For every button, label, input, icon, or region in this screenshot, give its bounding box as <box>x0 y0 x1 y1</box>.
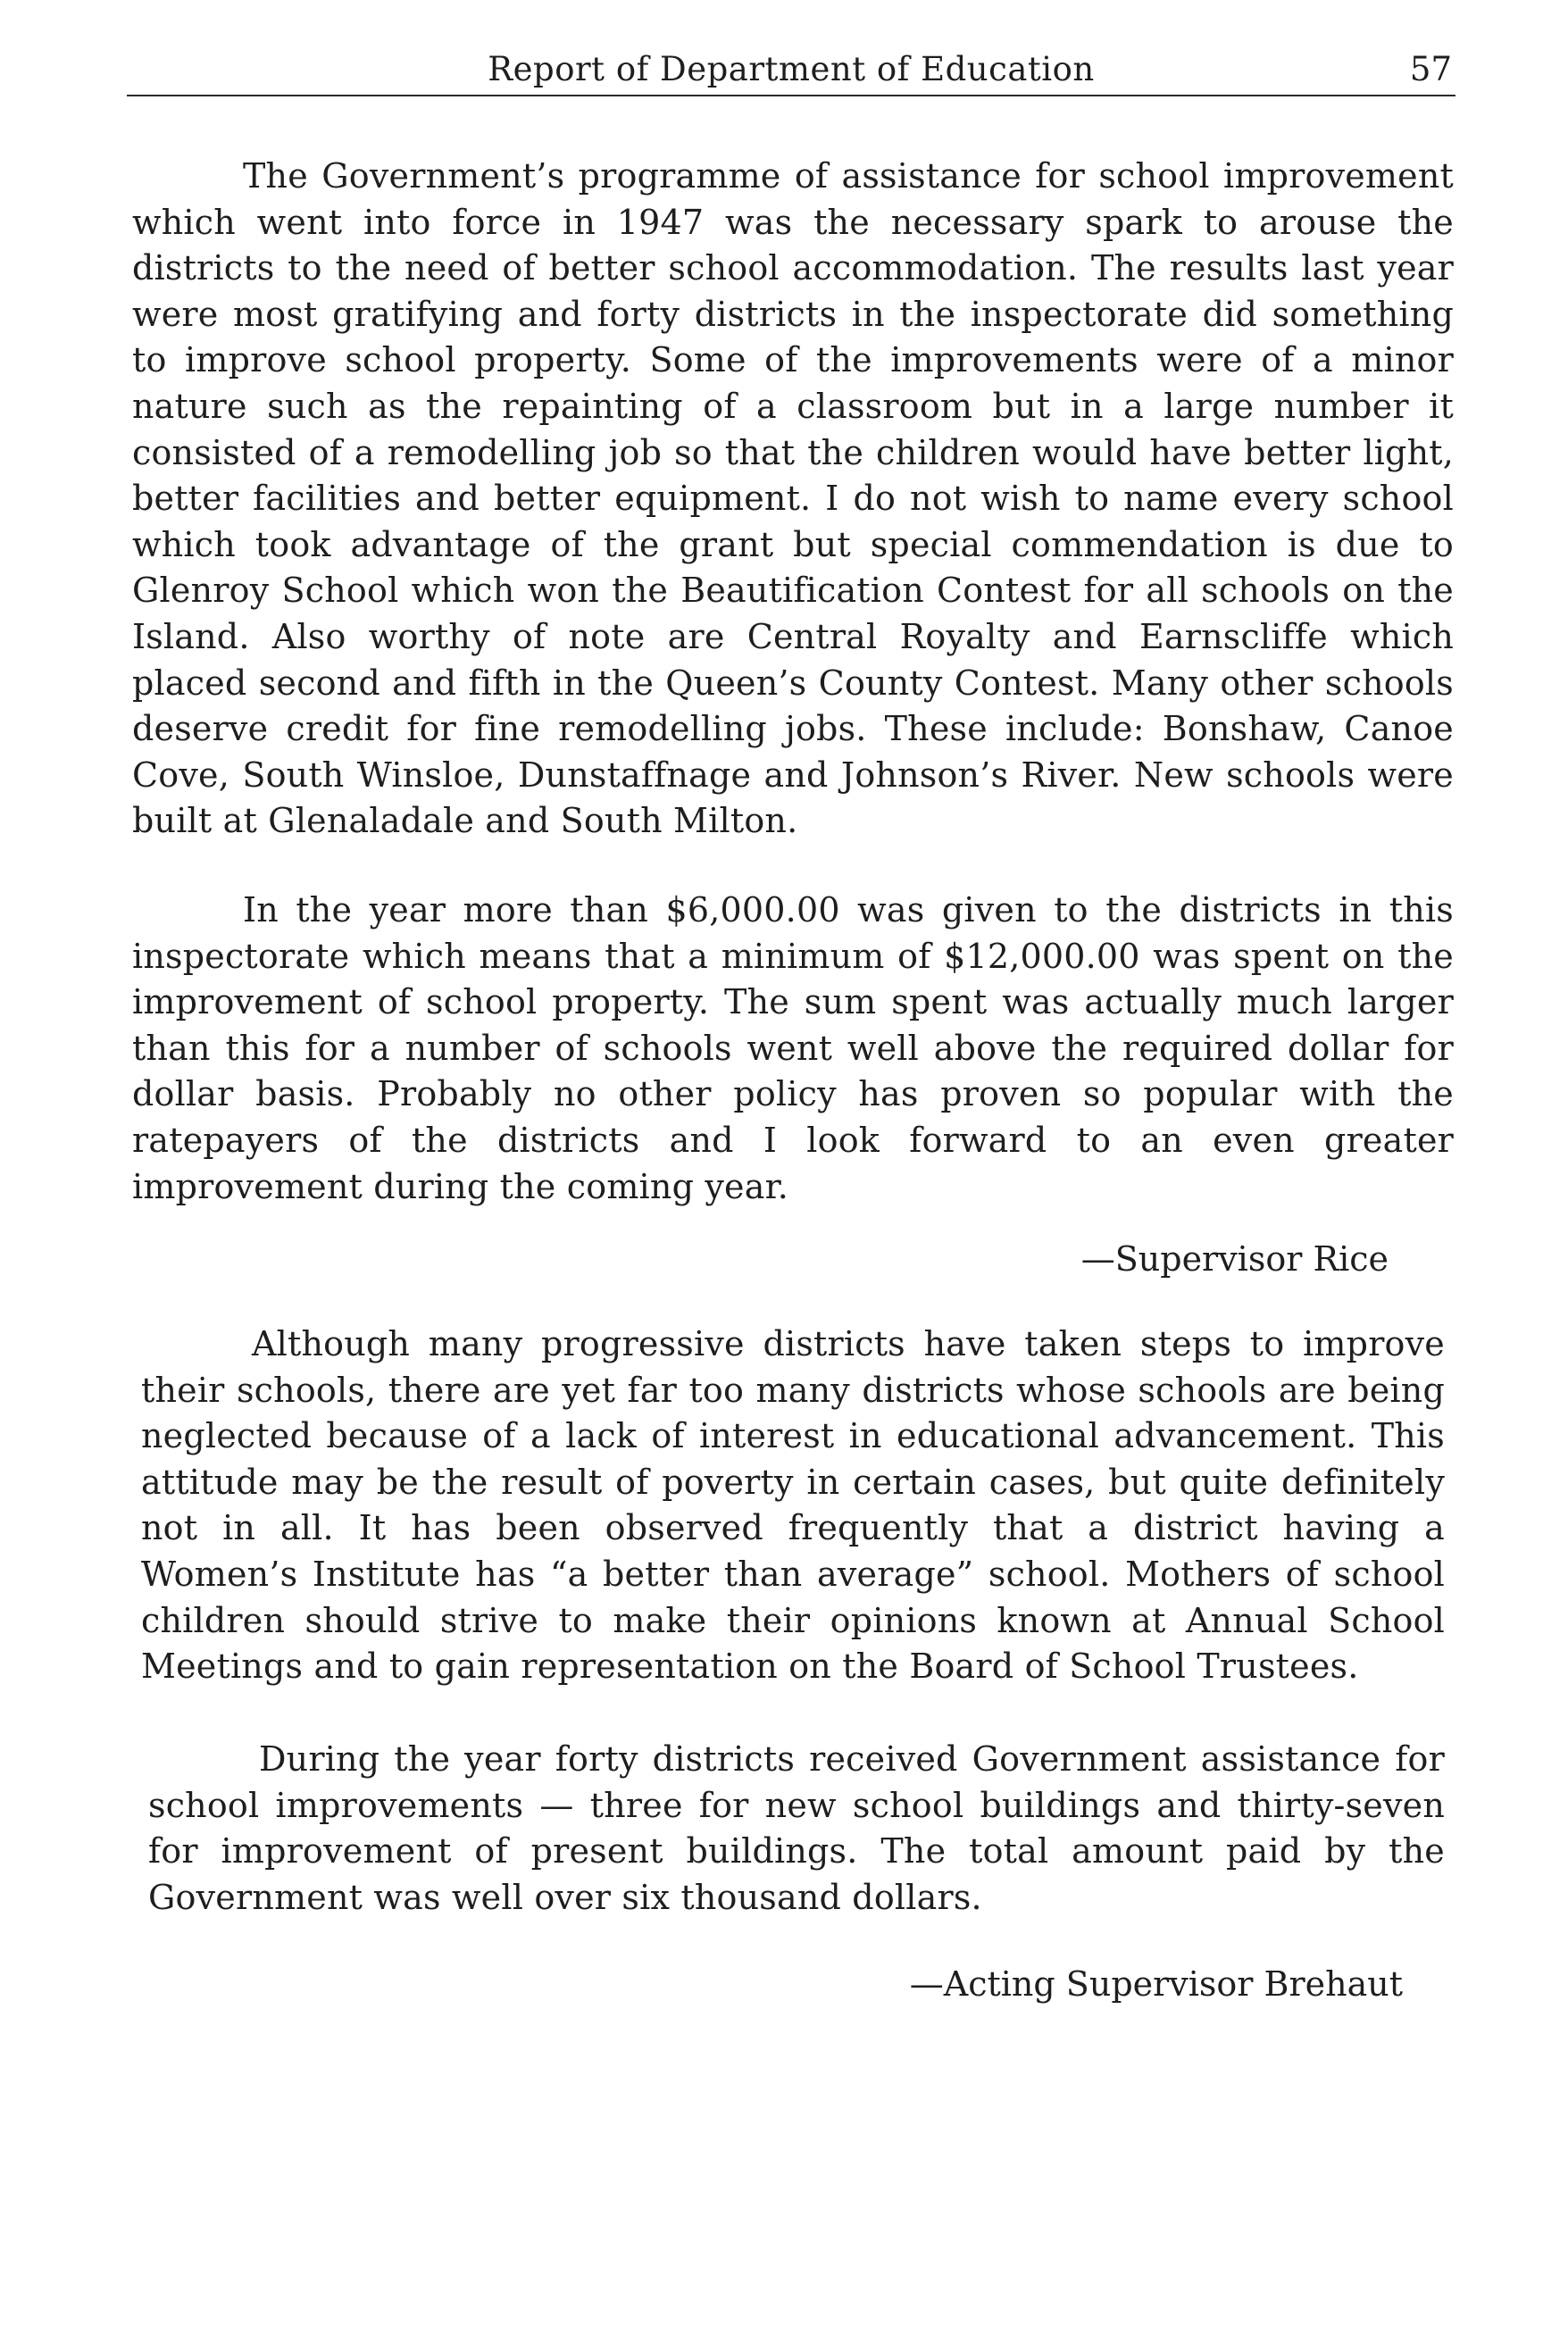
paragraph: During the year forty districts received Government assistance for school improvements — three for new school buildings and thirty-seven for improvement of present buildings. The total amount paid by the Government was well over six thousand dollars. <box>148 1739 1445 1917</box>
paragraph: Although many progressive districts have taken steps to improve their schools, there are yet far too many districts whose schools are being neglected because of a lack of interest in educational advancement. This attitude may be the result of poverty in certain cases, but quite definitely not in all. It has been observed frequently that a district having a Women’s Institute has “a better than average” school. Mothers of school children should strive to make their opinions known at Annual School Meetings and to gain representation on the Board of School Trustees. <box>141 1324 1445 1687</box>
signature: —Acting Supervisor Brehaut <box>909 1964 1403 2004</box>
page-number: 57 <box>1409 50 1452 88</box>
signature: —Supervisor Rice <box>1080 1239 1389 1279</box>
header-title: Report of Department of Education <box>488 50 1095 88</box>
paragraph: In the year more than $6,000.00 was given to the districts in this inspectorate which means that a minimum of $12,000.00 was spent on the improvement of school property. The sum spent was actually much larger than this for a number of schools went well above the required dollar for dollar basis. Probably no other policy has proven so popular with the ratepayers of the districts and I look forward to an even greater improvement during the coming year. <box>132 890 1454 1206</box>
running-header <box>127 45 1455 95</box>
header-rule <box>127 95 1455 96</box>
paragraph: The Government’s programme of assistance for school improvement which went into force in 1947 was the necessary spark to arouse the districts to the need of better school accommodation. The results last year were most gratifying and forty districts in the inspectorate did something to improve school property. Some of the improvements were of a minor nature such as the repainting of a classroom but in a large number it consisted of a remodelling job so that the children would have better light, better facilities and better equipment. I do not wish to name every school which took advantage of the grant but special commendation is due to Glenroy School which won the Beautification Contest for all schools on the Island. Also worthy of note are Central Royalty and Earnscliffe which placed second and fifth in the Queen’s County Contest. Many other schools deserve credit for fine remodelling jobs. These include: Bonshaw, Canoe Cove, South Winsloe, Dunstaffnage and Johnson’s River. New schools were built at Glenaladale and South Milton. <box>132 156 1454 841</box>
